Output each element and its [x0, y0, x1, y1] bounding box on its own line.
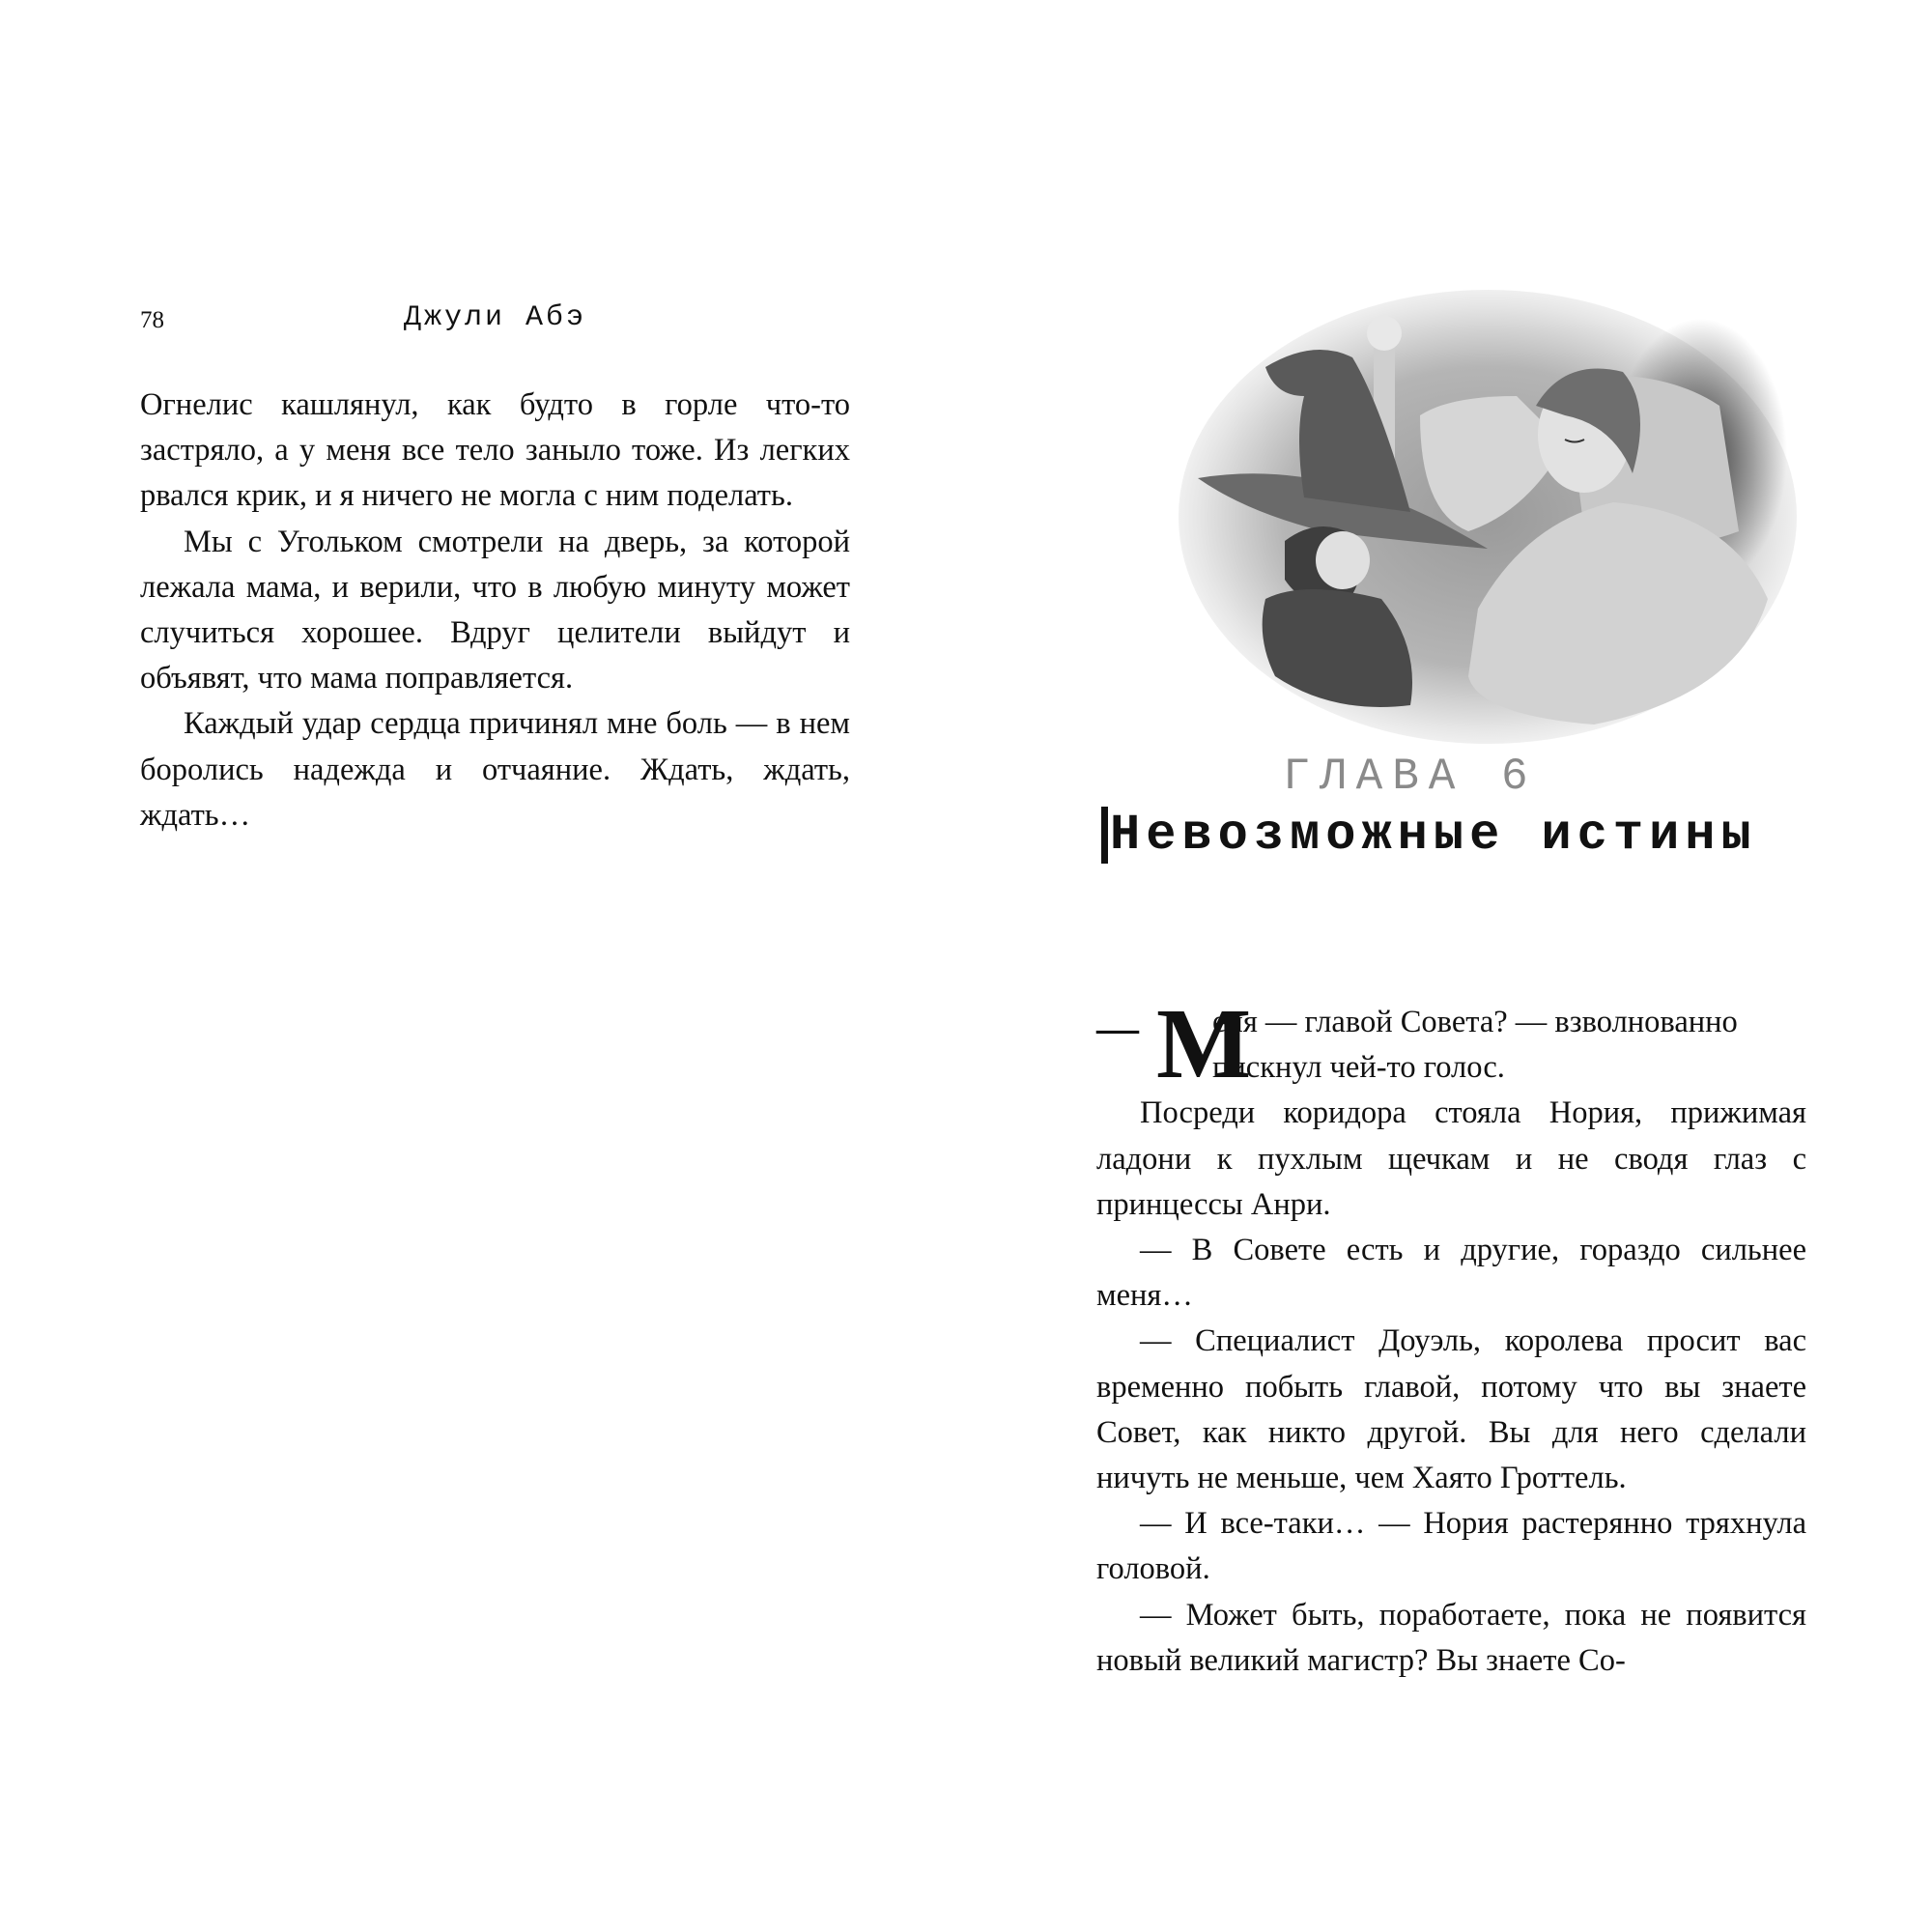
paragraph: — Специалист Доуэль, королева просит вас временно побыть главой, потому что вы знаете Совет, как никто другой. Вы для него сделали ничуть не меньше, чем Хаято Гроттель. [1096, 1323, 1806, 1496]
paragraph: — В Совете есть и другие, гораздо сильнее меня… [1096, 1233, 1806, 1314]
opening-paragraph [1096, 988, 1806, 1099]
chapter-title-text: евозможные истины [1146, 807, 1757, 864]
left-body-text [140, 383, 850, 838]
chapter-title-initial: Н [1101, 807, 1146, 864]
opening-dash: — [1096, 1005, 1139, 1052]
running-head-author: Джули Абэ [404, 301, 587, 334]
chapter-illustration [1159, 290, 1797, 744]
right-body-text [1096, 988, 1806, 1684]
drop-cap-line-1: еня — главой Совета? — взволнованно [1212, 1005, 1738, 1039]
drop-cap-line-2: пискнул чей-то голос. [1212, 1050, 1505, 1086]
paragraph: Огнелис кашлянул, как будто в горле что-то застряло, а у меня все тело заныло тоже. Из легких рвался крик, и я ничего не могла с ним поделать. [140, 387, 850, 514]
sleeping-witch-illustration-icon [1159, 290, 1797, 744]
paragraph: — Может быть, поработаете, пока не появится новый великий магистр? Вы знаете Со- [1096, 1597, 1806, 1678]
page-number: 78 [140, 307, 164, 333]
paragraph: Мы с Угольком смотрели на дверь, за которой лежала мама, и верили, что в любую минуту может случиться хорошее. Вдруг целители выйдут и объявят, что мама поправляется. [140, 524, 850, 696]
paragraph: Каждый удар сердца причинял мне боль — в нем боролись надежда и отчаяние. Ждать, ждать, ждать… [140, 706, 850, 833]
chapter-title [1101, 807, 1757, 864]
paragraph: — И все-таки… — Нория растерянно тряхнула головой. [1096, 1506, 1806, 1587]
drop-cap: М [1156, 988, 1252, 1099]
paragraph: Посреди коридора стояла Нория, прижимая ладони к пухлым щечкам и не сводя глаз с принцессы Анри. [1096, 1095, 1806, 1222]
chapter-number: ГЛАВА 6 [1283, 752, 1538, 802]
